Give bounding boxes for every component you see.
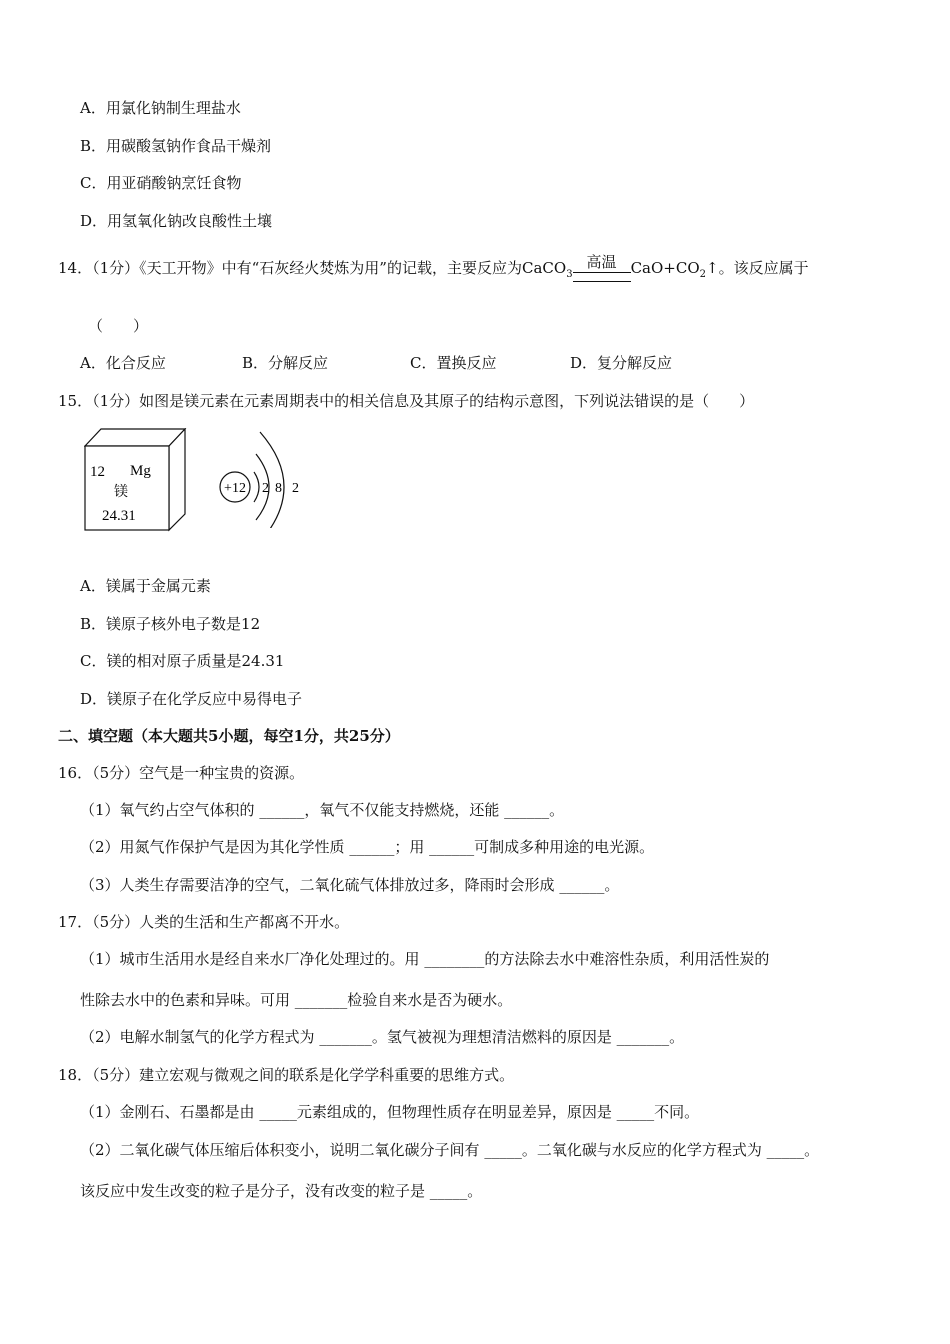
- element-name: 镁: [114, 484, 128, 500]
- q15-option-a: A．镁属于金属元素: [80, 577, 211, 595]
- q14-option-d: D．复分解反应: [570, 354, 673, 372]
- q18-part-2-cont: 该反应中发生改变的粒子是分子，没有改变的粒子是 _____。: [80, 1182, 483, 1200]
- q14-stem: 14．（1分）《天工开物》中有“石灰经火焚炼为用”的记载，主要反应为CaCO$_3$ 高温 $CaO+CO_2↑$。该反应属于: [58, 258, 809, 285]
- q13-option-d: D．用氢氧化钠改良酸性土壤: [80, 212, 273, 230]
- shell-count-1: 2: [262, 481, 269, 496]
- cell-side-face: [169, 429, 185, 530]
- equals-sign: [573, 272, 631, 282]
- q14-products: $CaO+CO_2↑$: [630, 259, 719, 280]
- q14-answer-bracket: （ ）: [88, 317, 149, 335]
- element-symbol: Mg: [130, 463, 151, 479]
- q14-options: [80, 353, 672, 373]
- electron-shell-3: [260, 432, 284, 528]
- q15-option-c: C．镁的相对原子质量是24.31: [80, 652, 285, 670]
- q17-part-1: （1）城市生活用水是经自来水厂净化处理过的。用 ________的方法除去水中难溶性杂质，利用活性炭的: [80, 950, 770, 968]
- cell-top-face: [85, 429, 185, 446]
- gas-arrow-icon: ↑: [706, 259, 719, 277]
- periodic-table-cell-mg: [84, 428, 188, 532]
- electron-shell-1: [254, 472, 259, 502]
- q15-option-b: B．镁原子核外电子数是12: [80, 615, 261, 633]
- q16-part-3: （3）人类生存需要洁净的空气，二氧化硫气体排放过多，降雨时会形成 ______。: [80, 876, 620, 894]
- q14-option-b: B．分解反应: [242, 354, 329, 372]
- q13-option-c: C．用亚硝酸钠烹饪食物: [80, 174, 242, 192]
- q16-part-1: （1）氧气约占空气体积的 ______，氧气不仅能支持燃烧，还能 ______。: [80, 801, 565, 819]
- q18-part-1: （1）金刚石、石墨都是由 _____元素组成的，但物理性质存在明显差异，原因是 _____不同。: [80, 1103, 700, 1121]
- atomic-structure-diagram: [216, 428, 312, 528]
- q16-part-2: （2）用氮气作保护气是因为其化学性质 ______；用 ______可制成多种用途的电光源。: [80, 838, 655, 856]
- reaction-condition: 高温: [573, 272, 631, 285]
- atomic-number: 12: [90, 464, 105, 480]
- nucleus-charge: +12: [224, 481, 246, 496]
- q15-option-d: D．镁原子在化学反应中易得电子: [80, 690, 303, 708]
- q16-stem: 16．（5分）空气是一种宝贵的资源。: [58, 764, 305, 782]
- q14-option-a: A．化合反应: [80, 354, 166, 372]
- q17-part-2: （2）电解水制氢气的化学方程式为 _______。氢气被视为理想清洁燃料的原因是 _______。: [80, 1028, 685, 1046]
- q18-part-2: （2）二氧化碳气体压缩后体积变小，说明二氧化碳分子间有 _____。二氧化碳与水反应的化学方程式为 _____。: [80, 1141, 820, 1159]
- atomic-mass: 24.31: [102, 508, 136, 524]
- shell-count-2: 8: [275, 481, 282, 496]
- q13-option-b: B．用碳酸氢钠作食品干燥剂: [80, 137, 272, 155]
- q13-option-a: A．用氯化钠制生理盐水: [80, 99, 241, 117]
- shell-count-3: 2: [292, 481, 299, 496]
- q18-stem: 18．（5分）建立宏观与微观之间的联系是化学学科重要的思维方式。: [58, 1066, 515, 1084]
- q14-reactant: CaCO$_3$: [521, 259, 573, 280]
- q17-part-1-cont: 性除去水中的色素和异味。可用 _______检验自来水是否为硬水。: [80, 991, 513, 1009]
- q15-stem: 15．（1分）如图是镁元素在元素周期表中的相关信息及其原子的结构示意图，下列说法错误的是（ ）: [58, 392, 755, 410]
- q17-stem: 17．（5分）人类的生活和生产都离不开水。: [58, 913, 350, 931]
- q14-option-c: C．置换反应: [410, 354, 497, 372]
- section-heading: 二、填空题（本大题共5小题，每空1分，共25分）: [58, 727, 400, 745]
